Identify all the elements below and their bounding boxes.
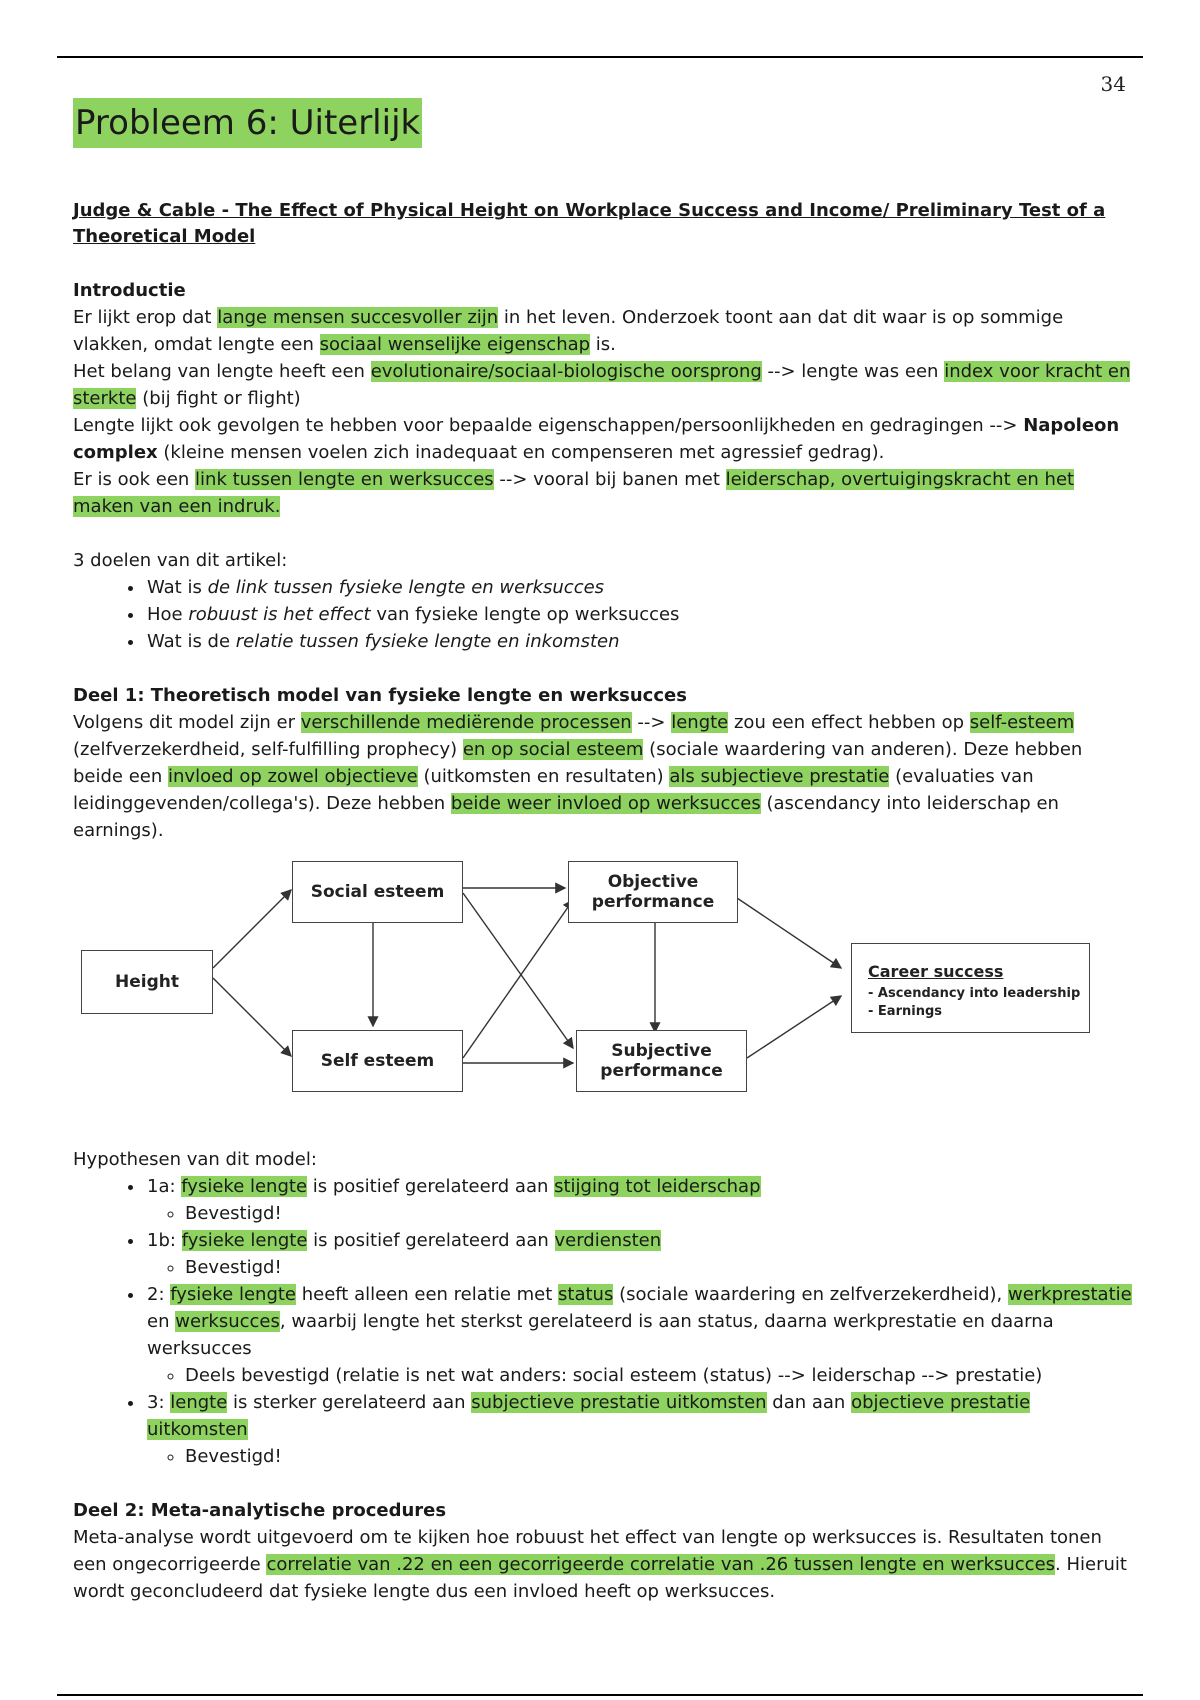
height-box: Height — [81, 950, 213, 1014]
model-diagram — [73, 858, 1103, 1128]
arrow-objective-career — [737, 898, 841, 968]
intro-paragraph-2: Het belang van lengte heeft een evolutionaire/sociaal-biologische oorsprong --> lengte was een index voor kracht en sterkte (bij fight or flight) — [73, 361, 1131, 409]
part1-heading: Deel 1: Theoretisch model van fysieke lengte en werksucces — [73, 685, 687, 706]
list-item: • 3: lengte is sterker gerelateerd aan subjectieve prestatie uitkomsten dan aan objectieve prestatie uitkomsten ◦ Bevestigd! — [145, 1389, 1133, 1470]
goals-list — [73, 574, 1133, 655]
hypotheses-list — [73, 1173, 1133, 1470]
intro-paragraph-1: Er lijkt erop dat lange mensen succesvoller zijn in het leven. Onderzoek toont aan dat dit waar is op sommige vlakken, omdat lengte een sociaal wenselijke eigenschap is. — [73, 307, 1064, 355]
list-item: • 1b: fysieke lengte is positief gerelateerd aan verdiensten ◦ Bevestigd! — [145, 1227, 1133, 1281]
social-esteem-box: Social esteem — [292, 861, 463, 923]
list-item: ◦ Deels bevestigd (relatie is net wat anders: social esteem (status) --> leiderschap --> prestatie) — [185, 1362, 1133, 1389]
list-item: • Wat is de relatie tussen fysieke lengte en inkomsten — [145, 628, 1133, 655]
list-item: ◦ Bevestigd! — [185, 1254, 1133, 1281]
intro-heading: Introductie — [73, 280, 186, 301]
part1-paragraph: Volgens dit model zijn er verschillende mediërende processen --> lengte zou een effect hebben op self-esteem (zelfverzekerdheid, self-fulfilling prophecy) en op social esteem (sociale waardering van anderen). Deze hebben beide een invloed op zowel objectieve (uitkomsten en resultaten) als subjectieve prestatie (evaluaties van leidinggevenden/collega's). Deze hebben beide weer invloed op werksucces (ascendancy into leiderschap en earnings). — [73, 712, 1083, 841]
career-success-title: Career success — [868, 962, 1004, 981]
arrow-social-subjective — [463, 893, 573, 1048]
list-item: • 2: fysieke lengte heeft alleen een relatie met status (sociale waardering en zelfverzekerdheid), werkprestatie en werksucces, waarbij lengte het sterkst gerelateerd is aan status, daarna werkprestatie en daarna werksucces ◦ Deels bevestigd (relatie is net wat anders: social esteem (status) --> leiderschap --> prestatie) — [145, 1281, 1133, 1389]
document-body — [73, 98, 1133, 1605]
arrow-height-social — [213, 890, 291, 968]
bottom-rule — [57, 1694, 1143, 1696]
intro-paragraph-4: Er is ook een link tussen lengte en werksucces --> vooral bij banen met leiderschap, overtuigingskracht en het maken van een indruk. — [73, 469, 1075, 517]
source-citation: Judge & Cable - The Effect of Physical Height on Workplace Success and Income/ Preliminary Test of a Theoretical Model — [73, 200, 1106, 247]
page-number: 34 — [1100, 72, 1126, 96]
page-title: Probleem 6: Uiterlijk — [73, 98, 422, 148]
part2-paragraph: Meta-analyse wordt uitgevoerd om te kijken hoe robuust het effect van lengte op werksucces is. Resultaten tonen een ongecorrigeerde correlatie van .22 en een gecorrigeerde correlatie van .26 tussen lengte en werksucces. Hieruit wordt geconcludeerd dat fysieke lengte dus een invloed heeft op werksucces. — [73, 1527, 1127, 1602]
objective-performance-box: Objective performance — [568, 861, 738, 923]
subjective-performance-box: Subjective performance — [576, 1030, 747, 1092]
career-success-box — [851, 943, 1090, 1033]
list-item: ◦ Bevestigd! — [185, 1200, 1133, 1227]
list-item: ◦ Bevestigd! — [185, 1443, 1133, 1470]
arrow-subjective-career — [747, 996, 841, 1058]
arrow-self-objective — [463, 900, 573, 1058]
part2-heading: Deel 2: Meta-analytische procedures — [73, 1500, 447, 1521]
hypotheses-heading: Hypothesen van dit model: — [73, 1149, 317, 1170]
list-item: • 1a: fysieke lengte is positief gerelateerd aan stijging tot leiderschap ◦ Bevestigd! — [145, 1173, 1133, 1227]
arrow-height-self — [213, 978, 291, 1056]
self-esteem-box: Self esteem — [292, 1030, 463, 1092]
goals-heading: 3 doelen van dit artikel: — [73, 550, 288, 571]
intro-paragraph-3: Lengte lijkt ook gevolgen te hebben voor bepaalde eigenschappen/persoonlijkheden en gedragingen --> Napoleon complex (kleine mensen voelen zich inadequaat en compenseren met agressief gedrag). — [73, 415, 1120, 463]
top-rule — [57, 56, 1143, 58]
list-item: • Wat is de link tussen fysieke lengte en werksucces — [145, 574, 1133, 601]
career-item: - Earnings — [868, 1004, 942, 1019]
career-item: - Ascendancy into leadership — [868, 986, 1081, 1001]
list-item: • Hoe robuust is het effect van fysieke lengte op werksucces — [145, 601, 1133, 628]
